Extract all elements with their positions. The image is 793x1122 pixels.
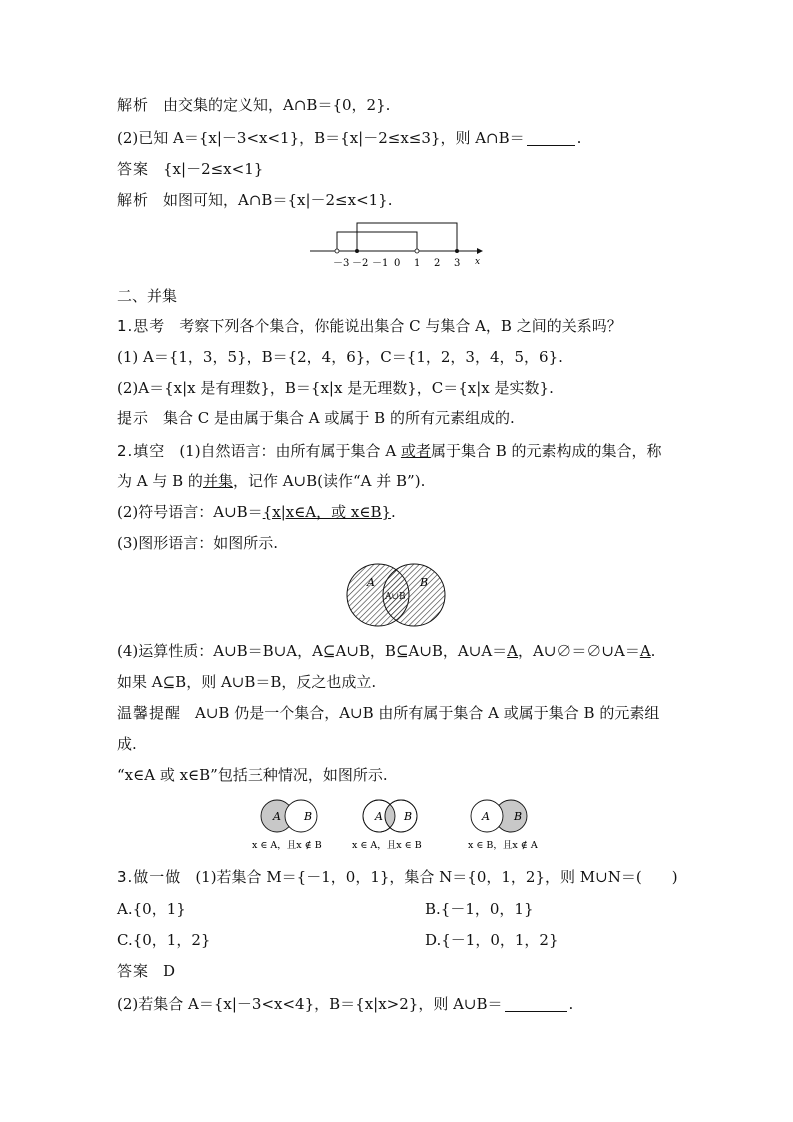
answer-line-2: 答案 D <box>117 962 176 980</box>
practice-question-1: 3.做一做 (1)若集合 M＝{－1，0，1}，集合 N＝{0，1，2}，则 M∪N＝( ) <box>117 868 678 886</box>
set-a-label: A <box>367 576 375 589</box>
warm-reminder-line-1: 温馨提醒 A∪B 仍是一个集合，A∪B 由所有属于集合 A 或属于集合 B 的元素组 <box>117 704 660 722</box>
svg-text:B: B <box>404 810 413 823</box>
venn-union-figure <box>342 562 450 628</box>
case-3-diagram <box>468 800 538 851</box>
option-a[interactable]: A.{0，1} <box>117 900 186 918</box>
property-line-1: (4)运算性质：A∪B＝B∪A，A⊆A∪B，B⊆A∪B，A∪A＝A，A∪∅＝∅∪A＝A. <box>117 642 656 660</box>
tick-label: －2 <box>352 258 369 269</box>
warm-reminder-label: 温馨提醒 <box>117 704 182 722</box>
case-1-caption: x ∈ A，且x ∉ B <box>252 840 322 851</box>
tick-label: －3 <box>333 258 350 269</box>
fill-line-4: (3)图形语言：如图所示. <box>117 534 279 552</box>
property-line-2: 如果 A⊆B，则 A∪B＝B，反之也成立. <box>117 673 377 691</box>
warm-reminder-line-3: “x∈A 或 x∈B”包括三种情况，如图所示. <box>117 766 388 784</box>
think-question: 1.思考 考察下列各个集合，你能说出集合 C 与集合 A，B 之间的关系吗？ <box>117 317 622 335</box>
hint-label: 提示 <box>117 409 150 427</box>
underlined-term: 或者 <box>400 442 431 460</box>
analysis-label: 解析 <box>117 96 150 114</box>
underlined-term: A <box>639 642 651 660</box>
think-item-1: (1) A＝{1，3，5}，B＝{2，4，6}，C＝{1，2，3，4，5，6}. <box>117 348 563 366</box>
tick-label: 3 <box>454 258 461 269</box>
analysis-label: 解析 <box>117 191 150 209</box>
case-1-diagram <box>252 800 322 851</box>
union-label: A∪B <box>385 592 406 602</box>
tick-label: 0 <box>394 258 401 269</box>
svg-text:A: A <box>273 810 281 823</box>
fill-line-2: 为 A 与 B 的并集，记作 A∪B(读作“A 并 B”). <box>117 472 426 490</box>
answer-blank[interactable] <box>527 129 575 146</box>
think-item-2: (2)A＝{x|x 是有理数}，B＝{x|x 是无理数}，C＝{x|x 是实数}. <box>117 379 554 397</box>
answer-line-1: 答案 {x|－2≤x<1} <box>117 160 264 178</box>
svg-text:B: B <box>304 810 313 823</box>
answer-label: 答案 <box>117 962 150 980</box>
analysis-line-1: 解析 由交集的定义知，A∩B＝{0，2}. <box>117 96 391 114</box>
answer-label: 答案 <box>117 160 150 178</box>
fill-line-3: (2)符号语言：A∪B＝{x|x∈A，或 x∈B}. <box>117 503 396 521</box>
option-b[interactable]: B.{－1，0，1} <box>425 900 534 918</box>
set-b-label: B <box>420 576 429 589</box>
svg-text:A: A <box>375 810 383 823</box>
option-c[interactable]: C.{0，1，2} <box>117 931 211 949</box>
venn-cases-figure <box>240 798 550 856</box>
svg-text:A: A <box>482 810 490 823</box>
underlined-term: {x|x∈A，或 x∈B} <box>262 503 392 521</box>
warm-reminder-line-2: 成. <box>117 735 137 753</box>
question-2: (2)已知 A＝{x|－3<x<1}，B＝{x|－2≤x≤3}，则 A∩B＝ . <box>117 129 582 147</box>
fill-line-1: 2.填空 (1)自然语言：由所有属于集合 A 或者属于集合 B 的元素构成的集合，称 <box>117 442 662 460</box>
underlined-term: 并集 <box>202 472 233 490</box>
tick-label: 1 <box>414 258 421 269</box>
axis-label: x <box>475 257 481 267</box>
practice-question-2: (2)若集合 A＝{x|－3<x<4}，B＝{x|x>2}，则 A∪B＝ . <box>117 995 574 1013</box>
underlined-term: A <box>507 642 519 660</box>
tick-label: －1 <box>372 258 389 269</box>
analysis-line-2: 解析 如图可知，A∩B＝{x|－2≤x<1}. <box>117 191 393 209</box>
case-2-caption: x ∈ A，且x ∈ B <box>352 840 422 851</box>
answer-blank[interactable] <box>505 995 567 1012</box>
case-3-caption: x ∈ B，且x ∉ A <box>468 840 538 851</box>
number-line-figure <box>305 218 495 270</box>
section-heading: 二、并集 <box>117 287 178 305</box>
svg-text:B: B <box>514 810 523 823</box>
tick-label: 2 <box>434 258 441 269</box>
option-d[interactable]: D.{－1，0，1，2} <box>425 931 559 949</box>
case-2-diagram <box>352 800 422 851</box>
hint-line: 提示 集合 C 是由属于集合 A 或属于 B 的所有元素组成的. <box>117 409 515 427</box>
